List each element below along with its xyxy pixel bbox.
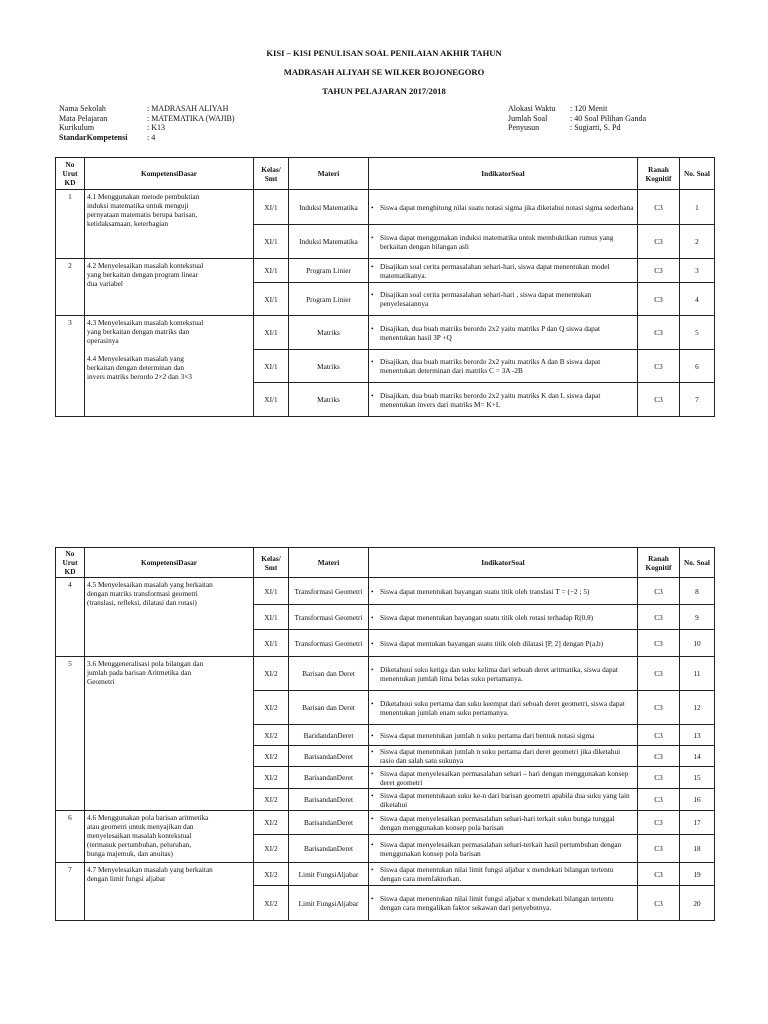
indikator-cell: • Siswa dapat menentukan bayangan suatu titik oleh translasi T = (−2 ; 5) (369, 578, 638, 605)
materi-cell: Induksi Matematika (289, 190, 369, 225)
no-soal-cell: 5 (680, 316, 715, 350)
meta-value: : 40 Soal Pilihan Ganda (570, 113, 646, 123)
kd-number: 4 (56, 578, 85, 657)
indikator-cell: • Disajikan, dua buah matriks berordo 2x2 yaitu matriks A dan B siswa dapat menentukan determinan dari matriks C = 3A -2B (369, 350, 638, 383)
materi-cell: Induksi Matematika (289, 225, 369, 259)
ranah-cell: C3 (638, 605, 680, 630)
indikator-text: Siswa dapat menentukan bayangan suatu titik oleh rotasi terhadap R(0,θ) (380, 612, 594, 622)
no-soal-cell: 13 (680, 725, 715, 746)
no-soal-cell: 3 (680, 259, 715, 283)
ranah-cell: C3 (638, 283, 680, 316)
header-ranah-kognitif: Ranah Kognitif (638, 158, 680, 190)
indikator-text: Siswa dapat menentukan nilai limit fungsi aljabar x mendekati bilangan tertentu dengan cara mengalikan faktor sekawan dari penyebutnya. (380, 894, 614, 912)
ranah-cell: C3 (638, 316, 680, 350)
ranah-cell: C3 (638, 789, 680, 811)
materi-cell: Matriks (289, 316, 369, 350)
indikator-cell: • Siswa dapat menyelesaikan permasalahan sehari-terkait hasil pertumbuhan dengan menggunakan konsep pola barisan (369, 835, 638, 863)
indikator-cell: • Siswa dapat menggunakan induksi matematika untuk membuktikan rumus yang berkaitan dengan bilangan asli (369, 225, 638, 259)
kelas-cell: XI/1 (254, 350, 289, 383)
ranah-cell: C3 (638, 725, 680, 746)
kelas-cell: XI/2 (254, 691, 289, 725)
materi-cell: Barisan dan Deret (289, 657, 369, 691)
meta-row (508, 114, 646, 124)
materi-cell: BarisandanDeret (289, 811, 369, 835)
ranah-cell: C3 (638, 350, 680, 383)
indikator-text: Siswa dapat menyelesaikan permasalahan sehari-terkait hasil pertumbuhan dengan menggunakan konsep pola barisan (380, 839, 622, 858)
header-ranah-kognitif: Ranah Kognitif (638, 548, 680, 578)
kelas-cell: XI/2 (254, 835, 289, 863)
indikator-text: Disajikan soal cerita permasalahan sehari-hari, siswa dapat menentukan model matematikanya. (380, 261, 610, 280)
meta-row (59, 114, 235, 124)
kd-number: 6 (56, 811, 85, 863)
indikator-cell: • Siswa dapat menentukaan suku ke-n dari barisan geometri apabila dua suku yang lain diketahui (369, 789, 638, 811)
kd-number: 1 (56, 190, 85, 259)
kompetensi-dasar-cell: 4.2 Menyelesaikan masalah kontekstual yang berkaitan dengan program linear dua variabel (85, 259, 254, 316)
meta-row (59, 133, 235, 143)
indikator-text: Diketahuui suku pertama dan suku keempat dari sebuah deret geometri, siswa dapat menentukan jumlah enam suku pertamanya. (380, 698, 625, 717)
ranah-cell: C3 (638, 383, 680, 417)
indikator-text: Disajikan, dua buah matriks berordo 2x2 yaitu matriks A dan B siswa dapat menentukan determinan dari matriks C = 3A -2B (380, 357, 601, 375)
table-header-row (56, 158, 715, 190)
ranah-cell: C3 (638, 746, 680, 767)
meta-key: Alokasi Waktu (508, 104, 556, 113)
title-line-3: TAHUN PELAJARAN 2017/2018 (322, 86, 446, 96)
meta-value: : MATEMATIKA (WAJIB) (147, 113, 235, 123)
materi-cell: Transformasi Geometri (289, 630, 369, 657)
indikator-cell: • Diketahuui suku ketiga dan suku kelima dari sebuah deret aritmatika, siswa dapat menentukan jumlah lima belas suku pertamanya. (369, 657, 638, 691)
kisi-table-1 (55, 157, 715, 417)
meta-row (59, 104, 235, 114)
kelas-cell: XI/1 (254, 225, 289, 259)
indikator-text: Siswa dapat menyelesaikan permasalahan sehari – hari dengan menggunakan konsep deret geometri (380, 768, 629, 787)
meta-value: : K13 (147, 123, 165, 133)
header-kelas-smt: Kelas/ Smt (254, 548, 289, 578)
indikator-cell: • Disajikan, dua buah matriks berordo 2x2 yaitu matriks K dan L siswa dapat menentukan invers dari matriks M= K+L (369, 383, 638, 417)
header-indikator-soal: IndikatorSoal (369, 548, 638, 578)
materi-cell: Transformasi Geometri (289, 605, 369, 630)
indikator-text: Diketahuui suku ketiga dan suku kelima dari sebuah deret aritmatika, siswa dapat menentukan jumlah lima belas suku pertamanya. (380, 664, 618, 683)
materi-cell: Transformasi Geometri (289, 578, 369, 605)
kd-text-4-3: 4.3 Menyelesaikan masalah kontekstual yang berkaitan dengan matriks dan operasinya (87, 318, 204, 345)
indikator-text: Disajikan, dua buah matriks berordo 2x2 yaitu matriks K dan L siswa dapat menentukan invers dari matriks M= K+L (380, 390, 601, 409)
indikator-text: Siswa dapat menentukan jumlah n suku pertama dari deret geometri jika diketahui rasio dan salah satu sukunya (380, 747, 621, 765)
table-row (56, 578, 715, 605)
header-no-urut-kd: No Urut KD (56, 158, 85, 190)
meta-row (508, 104, 646, 114)
header-no-soal: No. Soal (680, 548, 715, 578)
no-soal-cell: 11 (680, 657, 715, 691)
header-no-urut-kd: No Urut KD (56, 548, 85, 578)
indikator-cell: • Siswa dapat menentukan jumlah n suku pertama dari bentuk notasi sigma (369, 725, 638, 746)
kompetensi-dasar-cell (85, 316, 254, 417)
table-row (56, 657, 715, 691)
header-materi: Materi (289, 548, 369, 578)
kd-number: 2 (56, 259, 85, 316)
kompetensi-dasar-cell: 4.7 Menyelesaikan masalah yang berkaitan dengan limit fungsi aljabar (85, 863, 254, 921)
header-materi: Materi (289, 158, 369, 190)
materi-cell: Barisan dan Deret (289, 691, 369, 725)
no-soal-cell: 9 (680, 605, 715, 630)
materi-cell: Matriks (289, 383, 369, 417)
kelas-cell: XI/2 (254, 746, 289, 767)
meta-key: Kurikulum (59, 123, 95, 133)
no-soal-cell: 8 (680, 578, 715, 605)
ranah-cell: C3 (638, 259, 680, 283)
no-soal-cell: 7 (680, 383, 715, 417)
meta-row (59, 123, 235, 133)
indikator-cell: • Siswa dapat menentukan nilai limit fungsi aljabar x mendekati bilangan tertentu dengan cara memfaktorkan. (369, 863, 638, 886)
header-kompetensi-dasar: KompetensiDasar (85, 158, 254, 190)
indikator-cell: • Siswa dapat menentukan jumlah n suku pertama dari deret geometri jika diketahui rasio dan salah satu sukunya (369, 746, 638, 767)
meta-key: StandarKompetensi (59, 132, 128, 142)
meta-value: : MADRASAH ALIYAH (147, 104, 229, 113)
kompetensi-dasar-cell: 3.6 Menggeneralisasi pola bilangan dan jumlah pada barisan Aritmetika dan Geometri (85, 657, 254, 811)
meta-value: : 4 (147, 132, 156, 142)
kelas-cell: XI/2 (254, 789, 289, 811)
kisi-table-2 (55, 547, 715, 921)
indikator-cell: • Diketahuui suku pertama dan suku keempat dari sebuah deret geometri, siswa dapat menentukan jumlah enam suku pertamanya. (369, 691, 638, 725)
indikator-cell: • Disajikan, dua buah matriks berordo 2x2 yaitu matriks P dan Q siswa dapat menentukan hasil 3P +Q (369, 316, 638, 350)
ranah-cell: C3 (638, 767, 680, 789)
materi-cell: Program Linier (289, 259, 369, 283)
no-soal-cell: 18 (680, 835, 715, 863)
kompetensi-dasar-cell: 4.1 Menggunakan metode pembuktian induksi matematika untuk menguji pernyataan matematis berupa barisan, ketidaksamaan, keterbagian (85, 190, 254, 259)
ranah-cell: C3 (638, 225, 680, 259)
meta-key: Jumlah Soal (508, 113, 548, 123)
kelas-cell: XI/2 (254, 863, 289, 886)
kompetensi-dasar-cell: 4.6 Menggunakan pola barisan aritmetika atau geometri untuk menyajikan dan menyelesaikan masalah kontekstual (termasuk pertumbuhan, peluruhan, bunga majemuk, dan anuitas) (85, 811, 254, 863)
indikator-text: Siswa dapat menentukan nilai limit fungsi aljabar x mendekati bilangan tertentu dengan cara memfaktorkan. (380, 865, 614, 883)
no-soal-cell: 15 (680, 767, 715, 789)
indikator-cell: • Disajikan soal cerita permasalahan sehari-hari , siswa dapat menentukan penyelesaiannya (369, 283, 638, 316)
kelas-cell: XI/1 (254, 383, 289, 417)
indikator-text: Siswa dapat menyelesaikan permasalahan sehari-hari terkait suku bunga tunggal dengan menggunakan konsep pola barisan (380, 813, 615, 832)
materi-cell: BarisandanDeret (289, 789, 369, 811)
meta-key: Penyusun (508, 123, 540, 133)
kelas-cell: XI/1 (254, 630, 289, 657)
indikator-cell: • Siswa dapat menyelesaikan permasalahan sehari-hari terkait suku bunga tunggal dengan menggunakan konsep pola barisan (369, 811, 638, 835)
ranah-cell: C3 (638, 657, 680, 691)
ranah-cell: C3 (638, 811, 680, 835)
ranah-cell: C3 (638, 190, 680, 225)
header-no-soal: No. Soal (680, 158, 715, 190)
no-soal-cell: 2 (680, 225, 715, 259)
ranah-cell: C3 (638, 886, 680, 921)
header-kompetensi-dasar: KompetensiDasar (85, 548, 254, 578)
kd-number: 5 (56, 657, 85, 811)
meta-value: : Sugiarti, S. Pd (570, 123, 621, 133)
kd-number: 7 (56, 863, 85, 921)
meta-key: Mata Pelajaran (59, 113, 108, 123)
ranah-cell: C3 (638, 835, 680, 863)
no-soal-cell: 10 (680, 630, 715, 657)
title-line-2: MADRASAH ALIYAH SE WILKER BOJONEGORO (283, 67, 485, 77)
title-line-1: KISI – KISI PENULISAN SOAL PENILAIAN AKHIR TAHUN (266, 48, 502, 58)
meta-info-right (508, 104, 646, 133)
materi-cell: Limit FungsiAljabar (289, 863, 369, 886)
materi-cell: Matriks (289, 350, 369, 383)
materi-cell: Program Linier (289, 283, 369, 316)
no-soal-cell: 14 (680, 746, 715, 767)
materi-cell: BaridandanDeret (289, 725, 369, 746)
materi-cell: BarisandanDeret (289, 835, 369, 863)
table-row (56, 863, 715, 886)
materi-cell: BarisandanDeret (289, 767, 369, 789)
materi-cell: Limit FungsiAljabar (289, 886, 369, 921)
kelas-cell: XI/2 (254, 725, 289, 746)
meta-key: Nama Sekolah (59, 104, 106, 113)
kelas-cell: XI/2 (254, 657, 289, 691)
indikator-text: Siswa dapat menentukan bayangan suatu titik oleh translasi T = (−2 ; 5) (380, 586, 590, 596)
ranah-cell: C3 (638, 863, 680, 886)
ranah-cell: C3 (638, 630, 680, 657)
kelas-cell: XI/2 (254, 767, 289, 789)
no-soal-cell: 16 (680, 789, 715, 811)
kelas-cell: XI/1 (254, 190, 289, 225)
ranah-cell: C3 (638, 578, 680, 605)
no-soal-cell: 19 (680, 863, 715, 886)
kelas-cell: XI/1 (254, 605, 289, 630)
kelas-cell: XI/2 (254, 811, 289, 835)
document-title-block (0, 44, 768, 101)
no-soal-cell: 6 (680, 350, 715, 383)
indikator-cell: • Siswa dapat mentukan bayangan suatu titik oleh dilatasi [P, 2] dengan P(a,b) (369, 630, 638, 657)
kelas-cell: XI/1 (254, 578, 289, 605)
ranah-cell: C3 (638, 691, 680, 725)
indikator-text: Siswa dapat menghitung nilai suatu notasi sigma jika diketahui notasi sigma sederhana (380, 202, 634, 212)
indikator-cell: • Siswa dapat menentukan bayangan suatu titik oleh rotasi terhadap R(0,θ) (369, 605, 638, 630)
table-row (56, 811, 715, 835)
indikator-cell: • Disajikan soal cerita permasalahan sehari-hari, siswa dapat menentukan model matematikanya. (369, 259, 638, 283)
materi-cell: BarisandanDeret (289, 746, 369, 767)
kelas-cell: XI/1 (254, 283, 289, 316)
table-header-row (56, 548, 715, 578)
kelas-cell: XI/1 (254, 316, 289, 350)
indikator-text: Disajikan, dua buah matriks berordo 2x2 yaitu matriks P dan Q siswa dapat menentukan hasil 3P +Q (380, 323, 601, 342)
no-soal-cell: 4 (680, 283, 715, 316)
no-soal-cell: 17 (680, 811, 715, 835)
no-soal-cell: 1 (680, 190, 715, 225)
indikator-text: Siswa dapat menggunakan induksi matematika untuk membuktikan rumus yang berkaitan dengan bilangan asli (380, 232, 614, 251)
header-indikator-soal: IndikatorSoal (369, 158, 638, 190)
kelas-cell: XI/1 (254, 259, 289, 283)
table-row (56, 316, 715, 350)
indikator-text: Siswa dapat mentukan bayangan suatu titik oleh dilatasi [P, 2] dengan P(a,b) (380, 638, 604, 648)
table-row (56, 190, 715, 225)
indikator-cell: • Siswa dapat menentukan nilai limit fungsi aljabar x mendekati bilangan tertentu dengan cara mengalikan faktor sekawan dari penyebutnya. (369, 886, 638, 921)
meta-info-left (59, 104, 235, 142)
meta-value: : 120 Menit (570, 104, 608, 113)
no-soal-cell: 12 (680, 691, 715, 725)
indikator-text: Siswa dapat menentukan jumlah n suku pertama dari bentuk notasi sigma (380, 730, 595, 740)
meta-row (508, 123, 646, 133)
no-soal-cell: 20 (680, 886, 715, 921)
table-row (56, 259, 715, 283)
header-kelas-smt: Kelas/ Smt (254, 158, 289, 190)
kelas-cell: XI/2 (254, 886, 289, 921)
indikator-cell: • Siswa dapat menyelesaikan permasalahan sehari – hari dengan menggunakan konsep deret geometri (369, 767, 638, 789)
kd-text-4-4: 4.4 Menyelesaikan masalah yang berkaitan dengan determinan dan invers matriks berordo 2×2 dan 3×3 (87, 354, 192, 381)
indikator-text: Siswa dapat menentukaan suku ke-n dari barisan geometri apabila dua suku yang lain diketahui (380, 790, 630, 809)
kompetensi-dasar-cell: 4.5 Menyelesaikan masalah yang berkaitan dengan matriks transformasi geometri (translasi, refleksi, dilatasi dan rotasi) (85, 578, 254, 657)
kd-number: 3 (56, 316, 85, 417)
indikator-text: Disajikan soal cerita permasalahan sehari-hari , siswa dapat menentukan penyelesaiannya (380, 290, 592, 308)
indikator-cell: • Siswa dapat menghitung nilai suatu notasi sigma jika diketahui notasi sigma sederhana (369, 190, 638, 225)
